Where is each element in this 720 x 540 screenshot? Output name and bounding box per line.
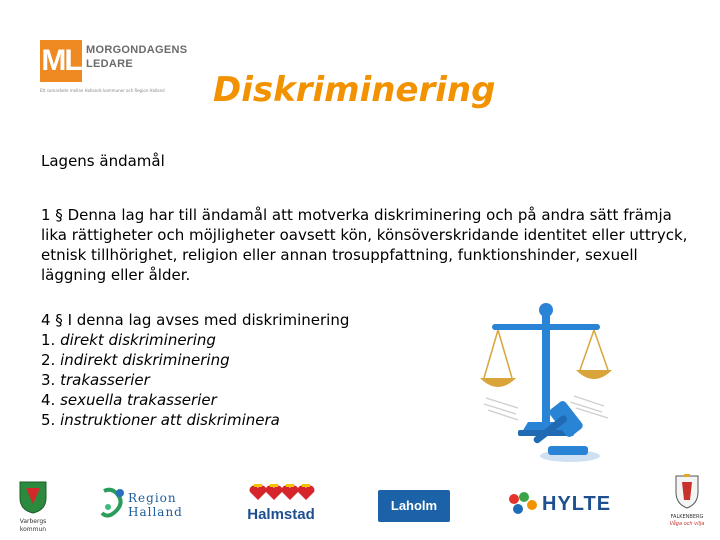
- region-halland-logo: [98, 485, 198, 525]
- list-item-number: 1.: [41, 331, 56, 349]
- list-item-number: 2.: [41, 351, 56, 369]
- logo-name-line1: MORGONDAGENS: [86, 44, 188, 56]
- laholm-logo: [378, 490, 450, 522]
- list-item-number: 5.: [41, 411, 56, 429]
- logo-tagline: Ett samarbete mellan Hallands kommuner och Region Halland: [40, 88, 165, 93]
- halmstad-hearts-icon: [246, 484, 316, 502]
- laholm-label: Laholm: [390, 498, 438, 513]
- list-item: [41, 350, 349, 370]
- logo-name-line2: LEDARE: [86, 58, 134, 70]
- hylte-mark-icon: [506, 489, 540, 519]
- halmstad-label: Halmstad: [247, 506, 315, 523]
- varberg-label: Varbergs kommun: [19, 518, 47, 533]
- falkenberg-line1: FALKENBERG: [670, 514, 704, 520]
- section-heading: Lagens ändamål: [41, 152, 165, 170]
- varberg-crest-icon: [16, 480, 50, 514]
- list-item-number: 4.: [41, 391, 56, 409]
- list-item: [41, 330, 349, 350]
- logo-name: [86, 43, 188, 71]
- falkenberg-label: [662, 514, 712, 528]
- falkenberg-crest-icon: [662, 474, 712, 510]
- falkenberg-line2: Våga och vilja: [669, 521, 705, 527]
- list-item: [41, 390, 349, 410]
- list-item-number: 3.: [41, 371, 56, 389]
- region-halland-line2: Halland: [128, 505, 183, 519]
- varberg-kommun-logo: [16, 480, 50, 533]
- list-item: [41, 370, 349, 390]
- list-intro: 4 § I denna lag avses med diskriminering: [41, 311, 350, 329]
- halmstad-logo: [246, 484, 316, 524]
- falkenberg-logo: [662, 474, 712, 532]
- law-paragraph: 1 § Denna lag har till ändamål att motverka diskriminering och på andra sätt främja lika rättigheter och möjligheter oavsett kön, könsöverskridande identitet eller uttryck, etnisk tillhörighet, religion eller annan trosuppfattning, funktionshinder, sexuell läggning eller ålder.: [41, 206, 688, 284]
- list-item-text: trakasserier: [60, 371, 150, 389]
- list-item: [41, 410, 349, 430]
- region-halland-text: [128, 491, 183, 519]
- list-item-text: instruktioner att diskriminera: [60, 411, 280, 429]
- list-item-text: indirekt diskriminering: [60, 351, 230, 369]
- region-halland-mark-icon: [98, 485, 128, 525]
- morgondagens-ledare-logo: [40, 40, 188, 100]
- hylte-logo: [506, 489, 612, 519]
- region-halland-line1: Region: [128, 491, 177, 505]
- list-item-text: sexuella trakasserier: [60, 391, 217, 409]
- definition-list: [41, 310, 349, 430]
- list-item-text: direkt diskriminering: [60, 331, 216, 349]
- ml-logo-mark: ML: [40, 40, 82, 82]
- hylte-label: HYLTE: [542, 493, 612, 515]
- slide-title: Diskriminering: [213, 70, 496, 110]
- scales-of-justice-icon: [478, 300, 618, 470]
